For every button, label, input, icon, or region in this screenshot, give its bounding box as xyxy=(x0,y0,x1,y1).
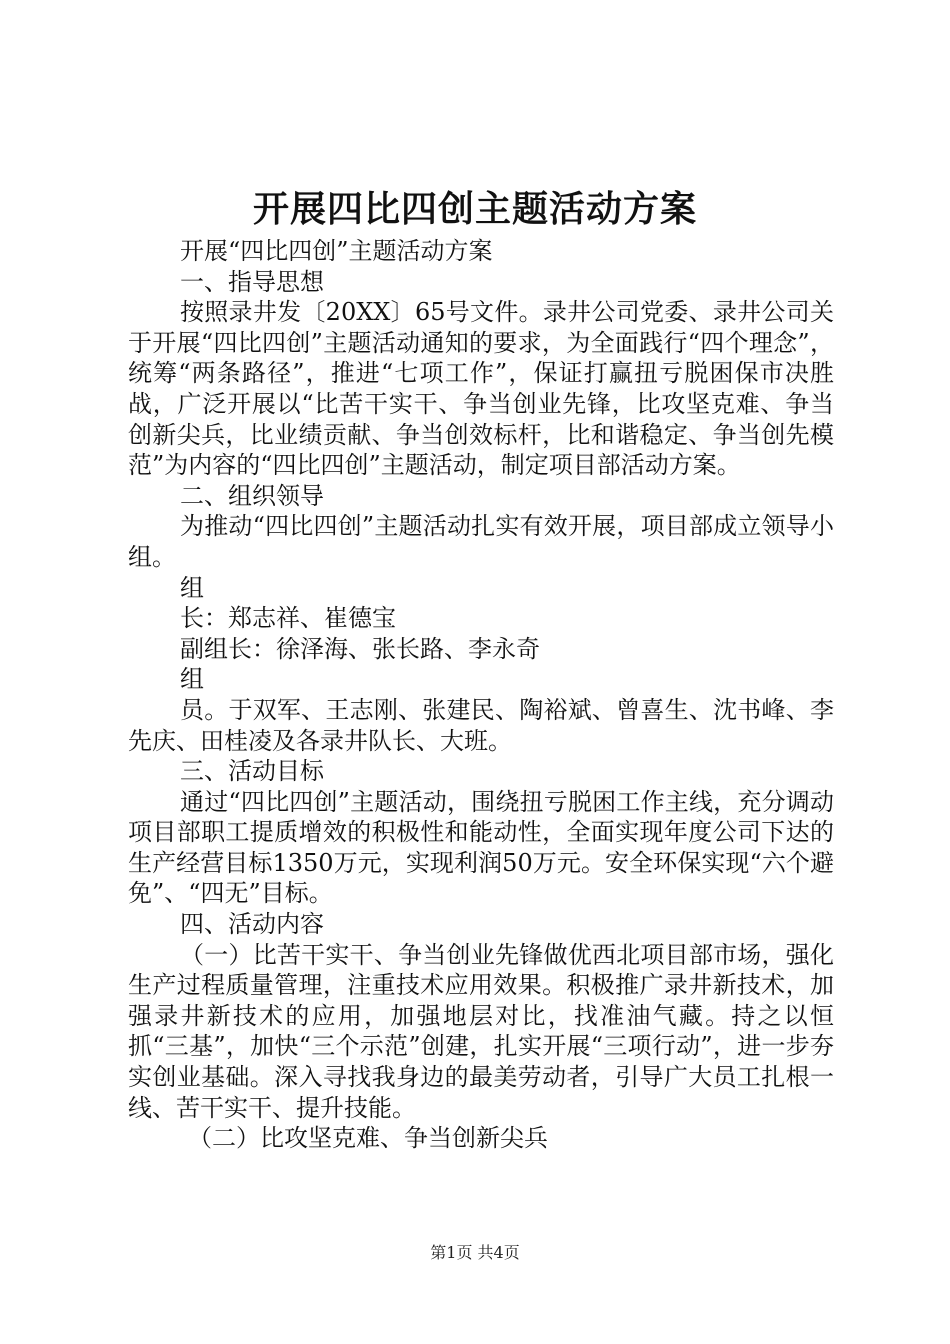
group-label-line: 组 xyxy=(180,573,204,602)
section-heading-guiding-thought: 一、指导思想 xyxy=(180,267,324,296)
paragraph-organization: 为推动“四比四创”主题活动扎实有效开展，项目部成立领导小组。 xyxy=(128,512,834,571)
group-member-label-line: 组 xyxy=(180,665,204,694)
page-number-footer: 第1页 共4页 xyxy=(430,1243,520,1262)
group-leader-line: 长：郑志祥、崔德宝 xyxy=(180,604,396,633)
section-heading-goals: 三、活动目标 xyxy=(180,757,324,786)
document-body xyxy=(128,236,834,1154)
paragraph-guiding-thought: 按照录井发〔20XX〕65号文件。录井公司党委、录井公司关于开展“四比四创”主题活动通知的要求，为全面践行“四个理念”，统筹“两条路径”，推进“七项工作”，保证打赢扭亏脱困保市决胜战，广泛开展以“比苦干实干、争当创业先锋，比攻坚克难、争当创新尖兵，比业绩贡献、争当创效标杆，比和谐稳定、争当创先模范”为内容的“四比四创”主题活动，制定项目部活动方案。 xyxy=(128,298,834,480)
subtitle-paragraph: 开展“四比四创”主题活动方案 xyxy=(180,237,493,265)
paragraph-content-two-heading: （二）比攻坚克难、争当创新尖兵 xyxy=(188,1124,548,1153)
group-members-line: 员。于双军、王志刚、张建民、陶裕斌、曾喜生、沈书峰、李先庆、田桂凌及各录井队长、大班。 xyxy=(128,695,834,755)
paragraph-goals: 通过“四比四创”主题活动，围绕扭亏脱困工作主线，充分调动项目部职工提质增效的积极性和能动性，全面实现年度公司下达的生产经营目标1350万元，实现利润50万元。安全环保实现“六个避免”、“四无”目标。 xyxy=(128,787,834,908)
section-heading-content: 四、活动内容 xyxy=(180,910,324,939)
section-heading-organization: 二、组织领导 xyxy=(180,481,324,510)
document-title: 开展四比四创主题活动方案 xyxy=(252,188,697,230)
paragraph-content-one: （一）比苦干实干、争当创业先锋做优西北项目部市场，强化生产过程质量管理，注重技术应用效果。积极推广录井新技术，加强录井新技术的应用，加强地层对比，找准油气藏。持之以恒抓“三基”，加快“三个示范”创建，扎实开展“三项行动”，进一步夯实创业基础。深入寻找我身边的最美劳动者，引导广大员工扎根一线、苦干实干、提升技能。 xyxy=(128,940,834,1122)
deputy-leader-line: 副组长：徐泽海、张长路、李永奇 xyxy=(180,634,540,663)
